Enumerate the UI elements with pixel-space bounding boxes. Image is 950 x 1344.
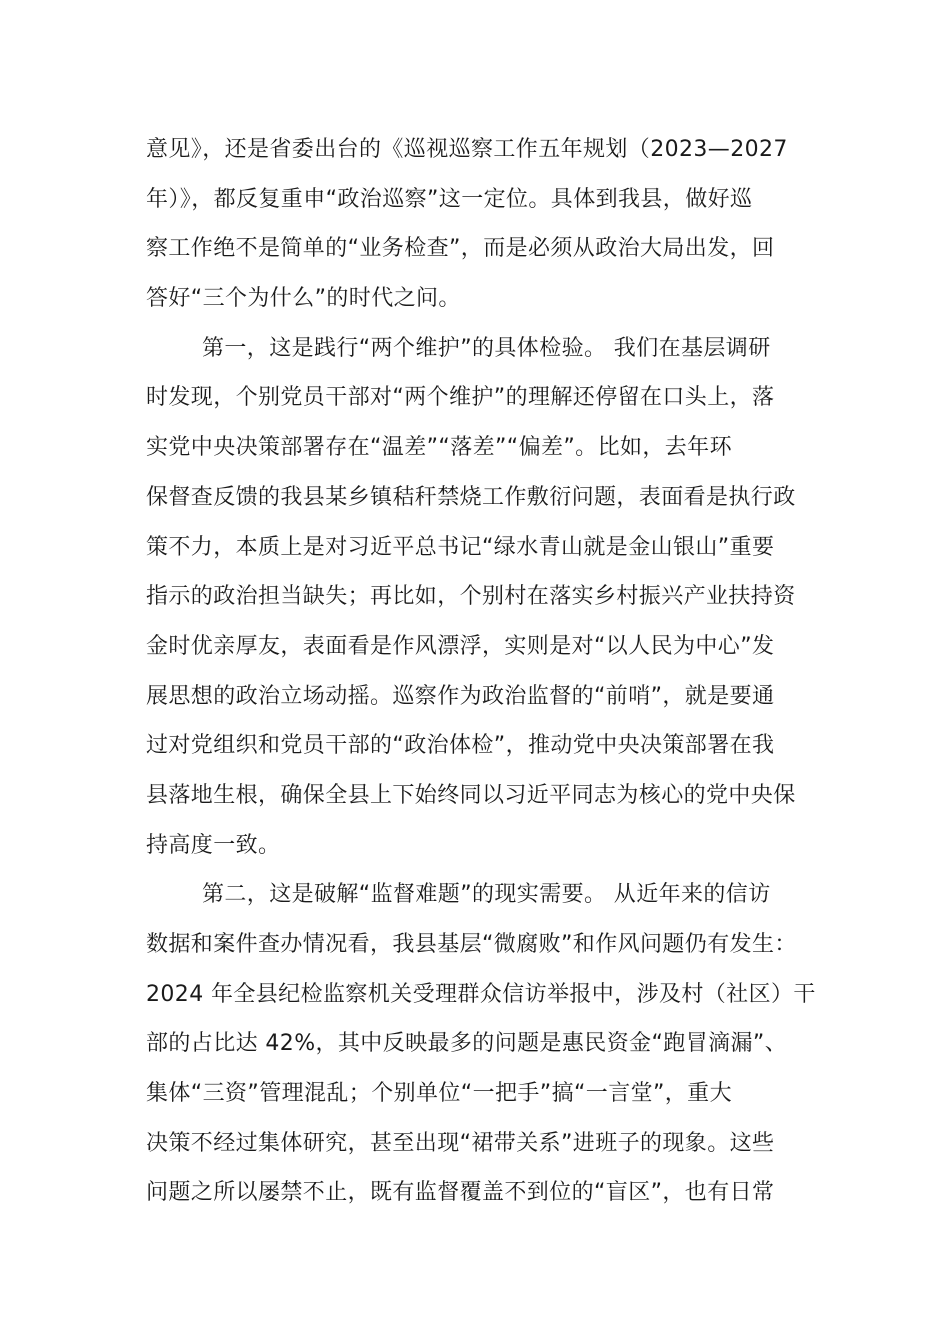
text-line: 决策不经过集体研究，甚至出现“裙带关系”进班子的现象。这些: [146, 1130, 775, 1156]
text-line: 意见》，还是省委出台的《巡视巡察工作五年规划（2023—2027: [146, 137, 788, 162]
text-line: 时发现，个别党员干部对“两个维护”的理解还停留在口头上，落: [146, 385, 775, 411]
text-line: 问题之所以屡禁不止，既有监督覆盖不到位的“盲区”，也有日常: [146, 1180, 775, 1206]
text-line: 展思想的政治立场动摇。巡察作为政治监督的“前哨”，就是要通: [146, 683, 775, 709]
text-line: 指示的政治担当缺失；再比如，个别村在落实乡村振兴产业扶持资: [146, 584, 796, 610]
text-line: 数据和案件查办情况看，我县基层“微腐败”和作风问题仍有发生：: [146, 932, 797, 957]
text-line: 县落地生根，确保全县上下始终同以习近平同志为核心的党中央保: [146, 782, 796, 808]
text-line: 金时优亲厚友，表面看是作风漂浮，实则是对“以人民为中心”发: [146, 633, 775, 659]
text-line: 过对党组织和党员干部的“政治体检”，推动党中央决策部署在我: [146, 733, 775, 759]
text-line: 策不力，本质上是对习近平总书记“绿水青山就是金山银山”重要: [146, 534, 775, 560]
text-line: 实党中央决策部署存在“温差”“落差”“偏差”。比如，去年环: [146, 435, 732, 461]
text-line: 答好“三个为什么”的时代之问。: [146, 286, 461, 312]
text-line: 部的占比达 42%，其中反映最多的问题是惠民资金“跑冒滴漏”、: [146, 1031, 788, 1057]
text-line: 持高度一致。: [146, 832, 281, 858]
document-body: [146, 125, 816, 1218]
text-line: 集体“三资”管理混乱；个别单位“一把手”搞“一言堂”，重大: [146, 1081, 732, 1107]
paragraph-first-line: 第二，这是破解“监督难题”的现实需要。 从近年来的信访: [202, 882, 771, 908]
text-line: 保督查反馈的我县某乡镇秸秆禁烧工作敷衍问题，表面看是执行政: [146, 484, 796, 510]
paragraph-first-line: 第一，这是践行“两个维护”的具体检验。 我们在基层调研: [202, 335, 771, 361]
text-line: 察工作绝不是简单的“业务检查”，而是必须从政治大局出发，回: [146, 236, 775, 262]
text-line: 年）》，都反复重申“政治巡察”这一定位。具体到我县，做好巡: [146, 186, 753, 212]
text-line: 2024 年全县纪检监察机关受理群众信访举报中，涉及村（社区）干: [146, 981, 816, 1007]
